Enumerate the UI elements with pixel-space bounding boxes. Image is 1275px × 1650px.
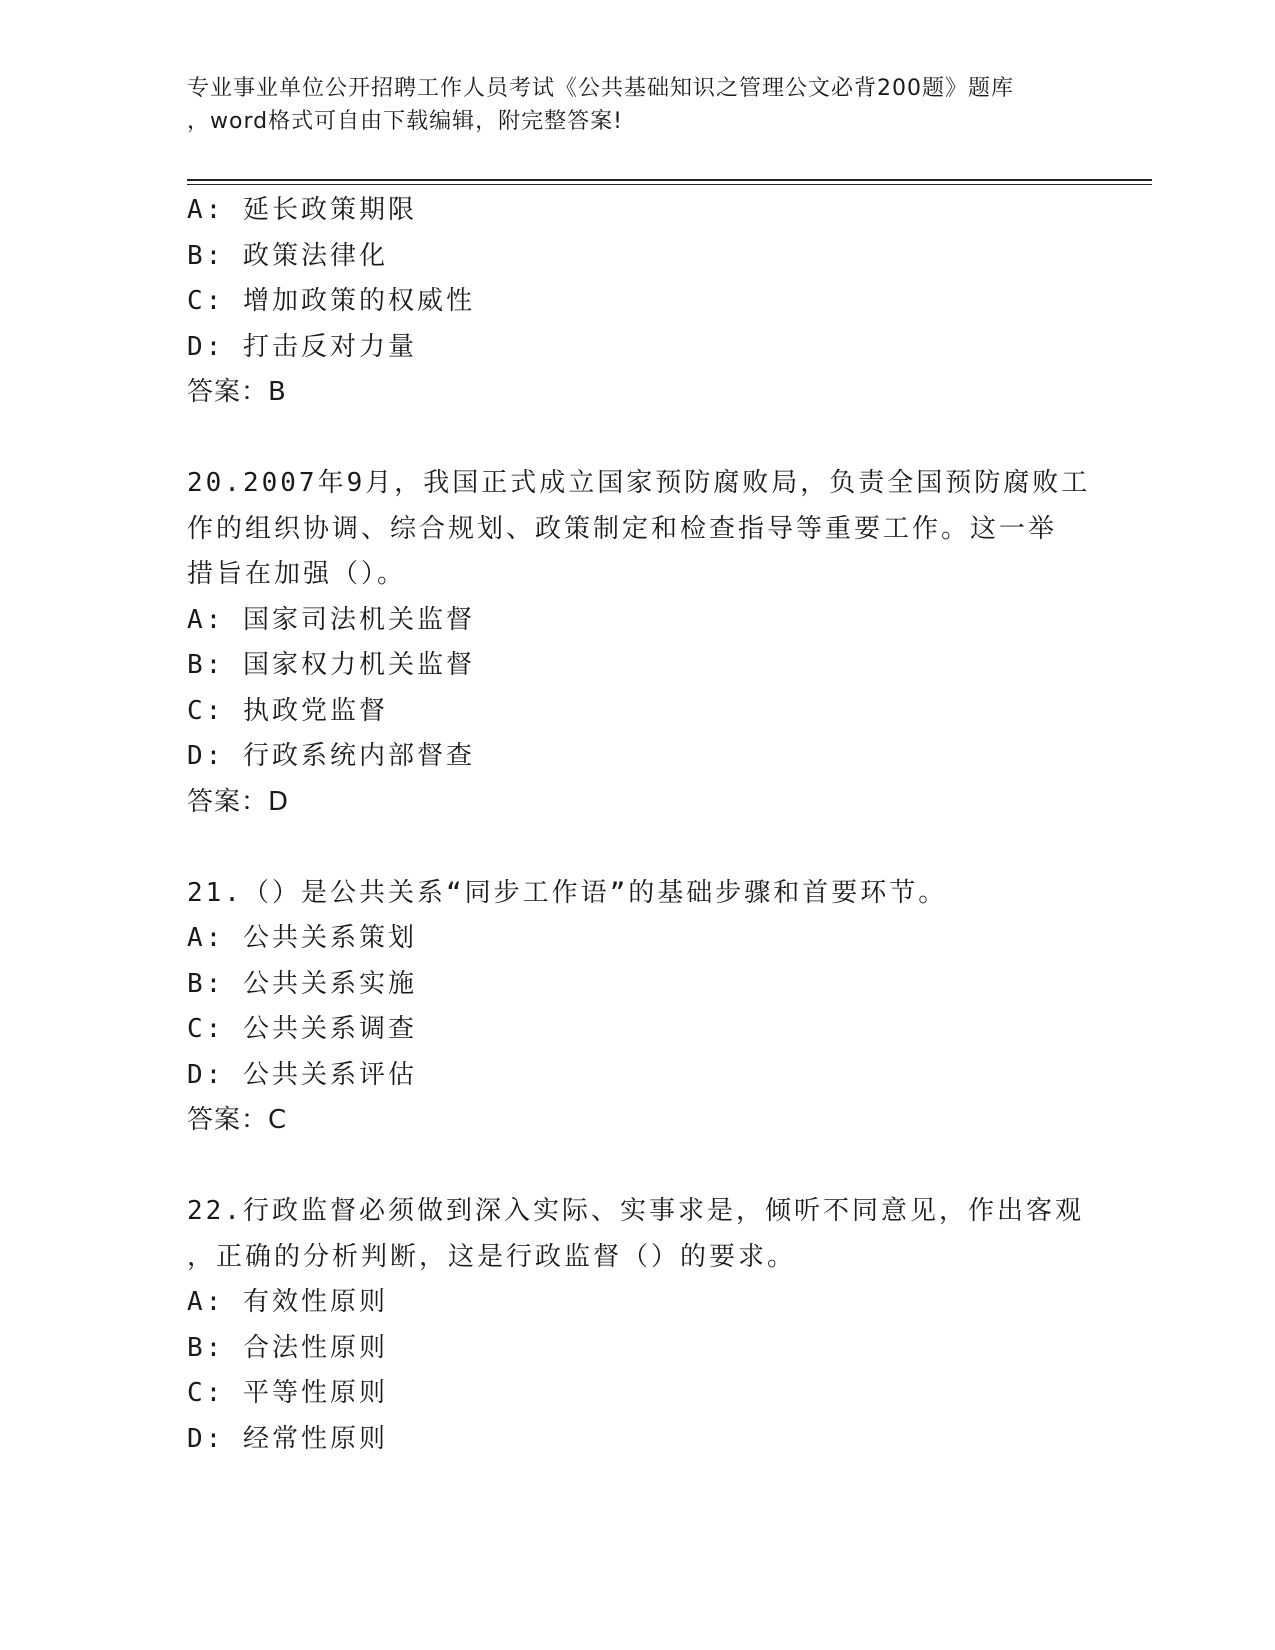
option-b: B: 公共关系实施 [187, 968, 417, 999]
question-text-line: 22.行政监督必须做到深入实际、实事求是，倾听不同意见，作出客观 [187, 1196, 1084, 1226]
option-b: B: 国家权力机关监督 [187, 650, 475, 680]
question-text-line: 20.2007年9月，我国正式成立国家预防腐败局，负责全国预防腐败工 [187, 468, 1091, 498]
option-a: A: 有效性原则 [187, 1287, 388, 1317]
block-spacer [187, 416, 1087, 462]
block-spacer [187, 825, 1087, 871]
question-text-line: 作的组织协调、综合规划、政策制定和检查指导等重要工作。这一举 [187, 513, 1058, 544]
question-text-line: ，正确的分析判断，这是行政监督（）的要求。 [187, 1241, 797, 1272]
answer-line: 答案：C [187, 1105, 288, 1135]
option-d: D: 经常性原则 [187, 1423, 388, 1454]
option-d: D: 公共关系评估 [187, 1059, 417, 1090]
option-a: A: 国家司法机关监督 [187, 604, 475, 635]
option-d: D: 打击反对力量 [187, 331, 417, 362]
option-d: D: 行政系统内部督查 [187, 741, 475, 771]
header-divider-thick [187, 179, 1152, 181]
option-b: B: 政策法律化 [187, 240, 388, 271]
question-block-19 [187, 188, 1087, 416]
block-spacer [187, 1144, 1087, 1190]
answer-line: 答案：D [187, 786, 290, 817]
question-block-20 [187, 461, 1091, 825]
answer-line: 答案：B [187, 377, 287, 407]
question-text-line: 措旨在加强（）。 [187, 559, 407, 589]
option-c: C: 平等性原则 [187, 1378, 388, 1408]
option-c: C: 公共关系调查 [187, 1014, 417, 1044]
option-c: C: 增加政策的权威性 [187, 286, 475, 316]
option-a: A: 延长政策期限 [187, 195, 417, 225]
header-title-line-1: 专业事业单位公开招聘工作人员考试《公共基础知识之管理公文必背200题》题库 [187, 76, 1014, 101]
question-content [187, 188, 1091, 1462]
question-text-line: 21.（）是公共关系“同步工作语”的基础步骤和首要环节。 [187, 877, 948, 908]
option-a: A: 公共关系策划 [187, 923, 417, 953]
option-b: B: 合法性原则 [187, 1332, 388, 1363]
question-block-22 [187, 1189, 1087, 1462]
document-header [187, 72, 1087, 138]
option-c: C: 执政党监督 [187, 695, 388, 726]
header-title-line-2: ，word格式可自由下载编辑，附完整答案! [187, 109, 623, 134]
question-block-21 [187, 871, 1087, 1144]
header-divider-thin [187, 184, 1152, 185]
